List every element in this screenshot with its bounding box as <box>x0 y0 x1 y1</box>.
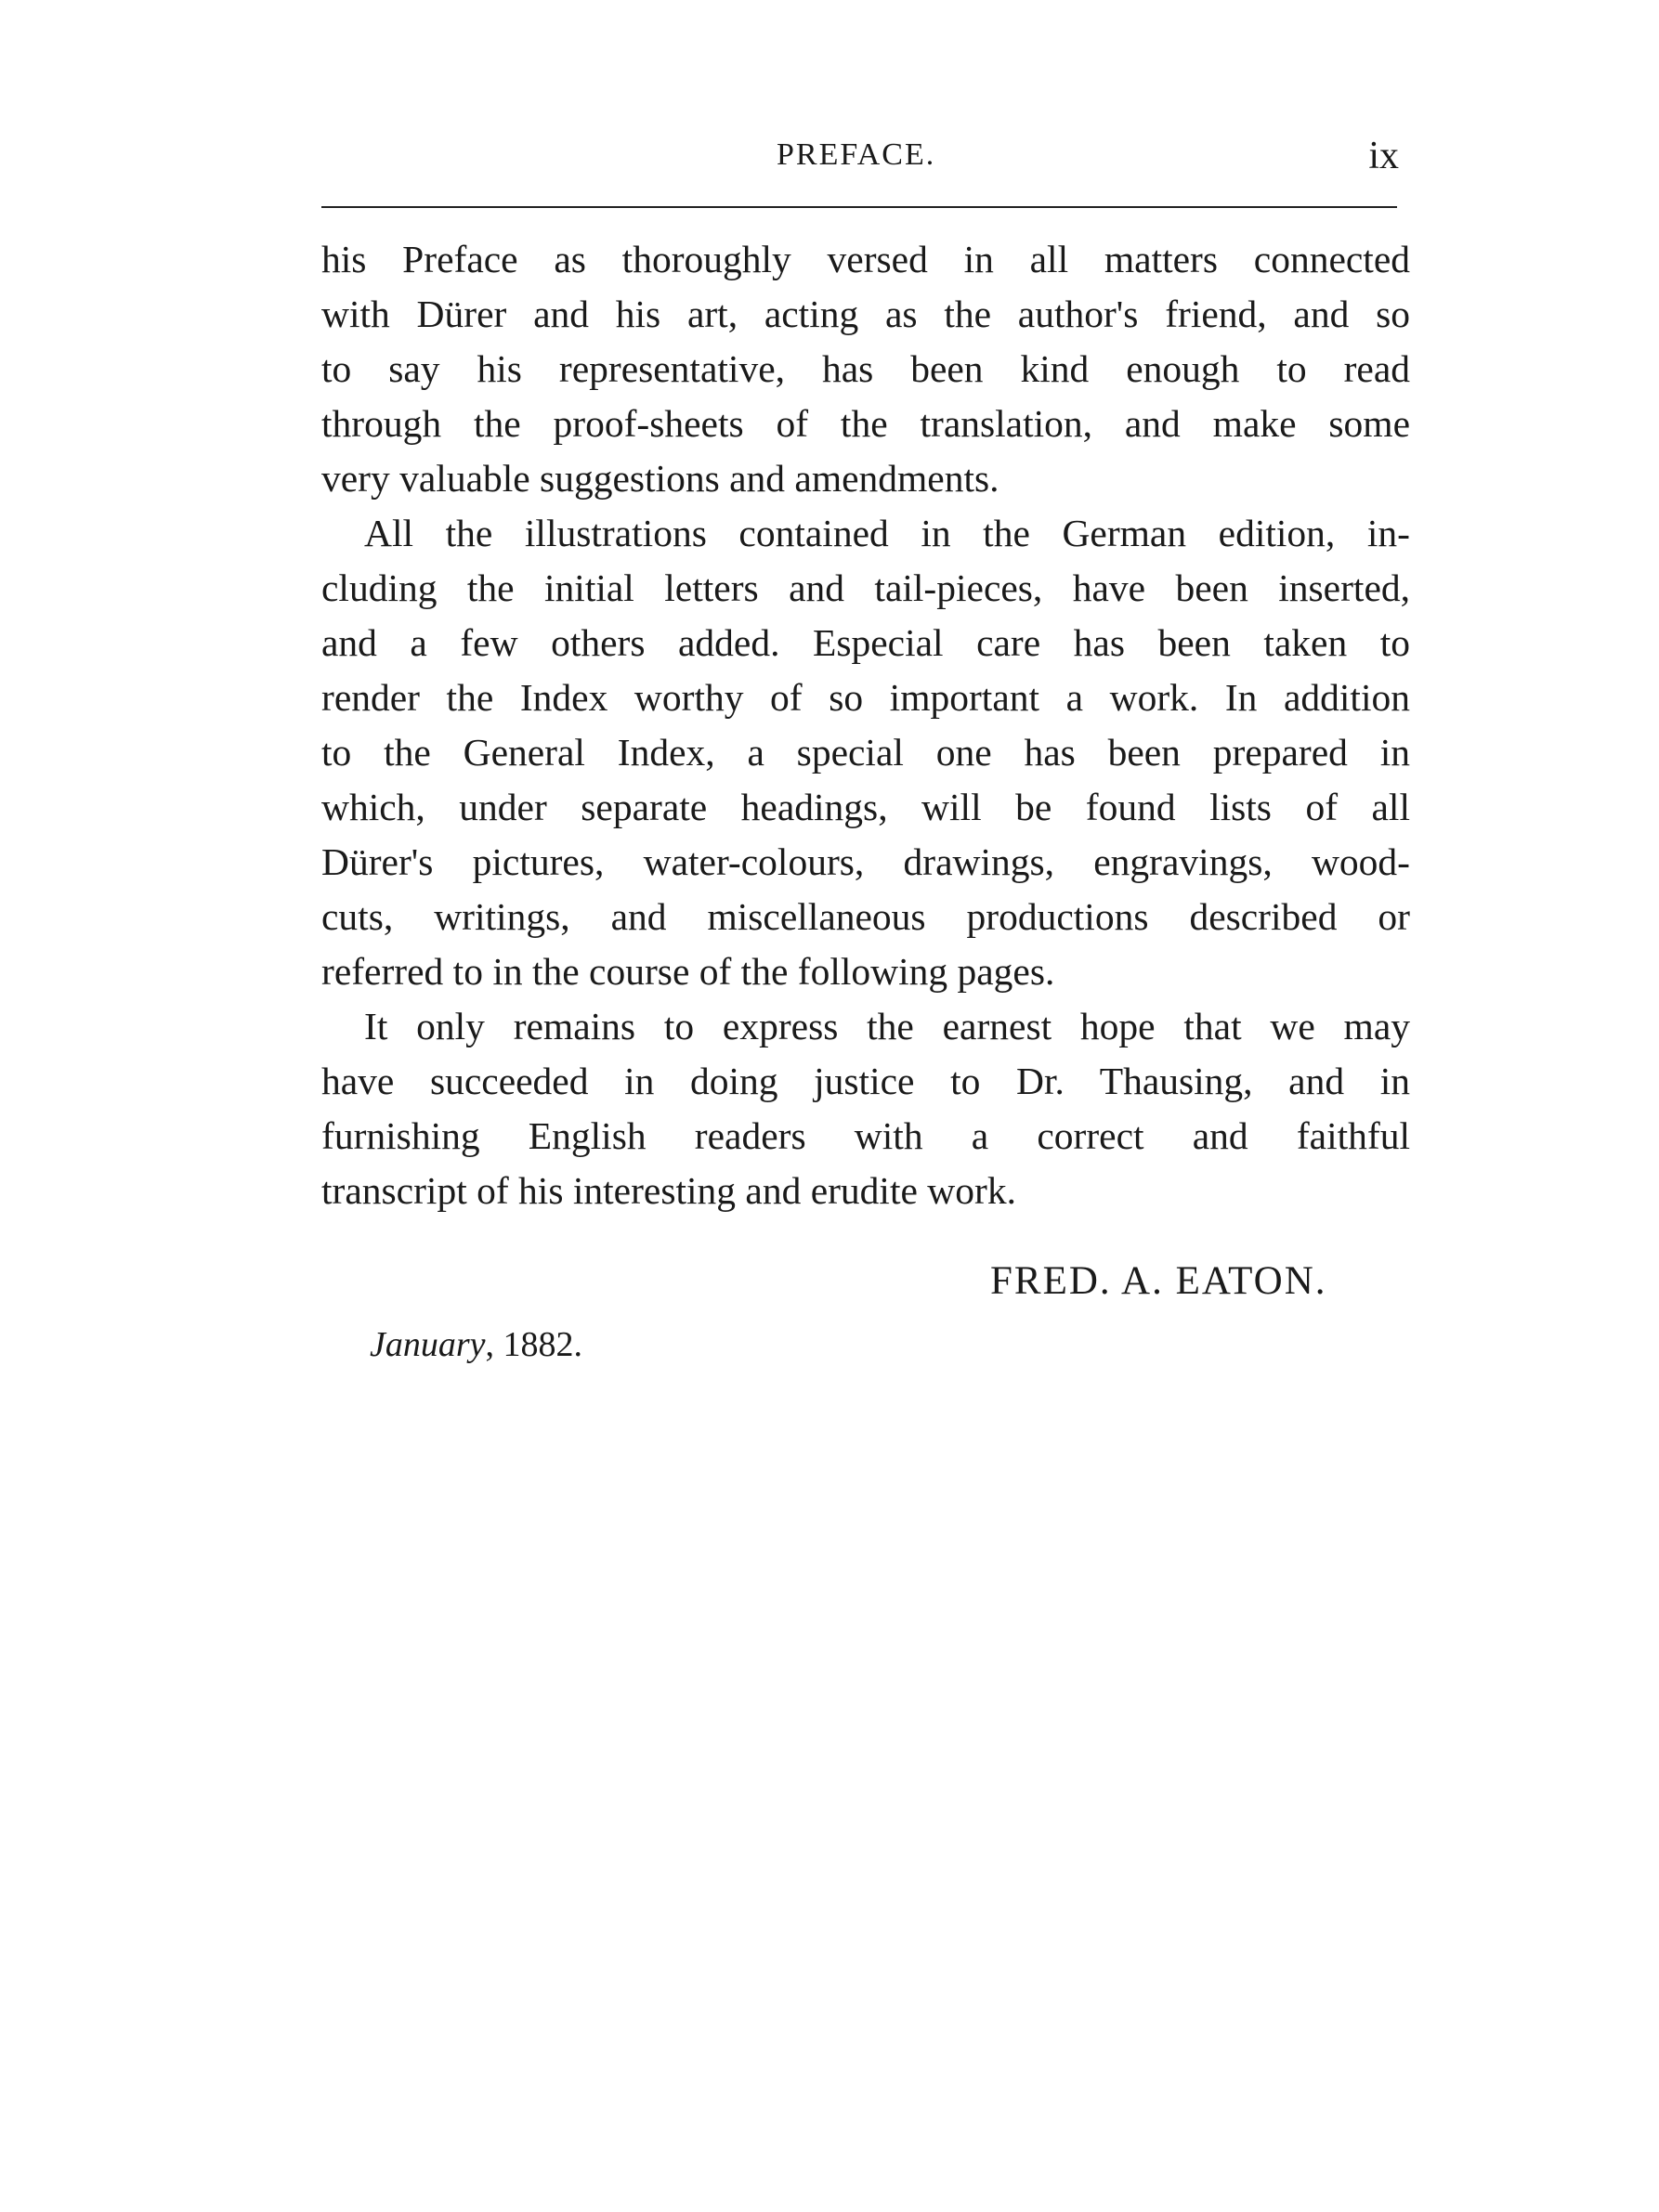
text-line: very valuable suggestions and amendments. <box>321 457 999 500</box>
text-line: render the Index worthy of so important a work. In addition <box>321 676 1410 719</box>
running-head <box>321 137 1399 184</box>
text-line: to the General Index, a special one has been prepared in <box>321 731 1410 774</box>
text-line: furnishing English readers with a correct and faithful <box>321 1114 1410 1157</box>
text-line: and a few others added. Especial care has been taken to <box>321 621 1410 664</box>
page-number: ix <box>1368 135 1399 177</box>
text-line: It only remains to express the earnest hope that we may <box>364 1005 1410 1047</box>
text-line: referred to in the course of the following pages. <box>321 950 1055 993</box>
signature: FRED. A. EATON. <box>990 1259 1327 1303</box>
date-year: , 1882. <box>485 1325 583 1364</box>
text-line: Dürer's pictures, water-colours, drawings, engravings, wood- <box>321 840 1410 883</box>
text-line: cluding the initial letters and tail-pieces, have been inserted, <box>321 566 1410 609</box>
text-line: through the proof-sheets of the translation, and make some <box>321 402 1410 445</box>
text-line: his Preface as thoroughly versed in all matters connected <box>321 238 1410 280</box>
text-line: have succeeded in doing justice to Dr. Thausing, and in <box>321 1060 1410 1102</box>
date-month: January <box>370 1325 486 1364</box>
text-line: All the illustrations contained in the German edition, in- <box>364 512 1410 554</box>
text-line: which, under separate headings, will be found lists of all <box>321 786 1410 828</box>
header-rule <box>321 206 1397 208</box>
text-line: cuts, writings, and miscellaneous productions described or <box>321 895 1410 938</box>
text-line: to say his representative, has been kind enough to read <box>321 347 1410 390</box>
text-line: transcript of his interesting and erudite work. <box>321 1169 1016 1212</box>
date-line <box>370 1324 582 1365</box>
running-title: PREFACE. <box>777 137 936 172</box>
text-line: with Dürer and his art, acting as the author's friend, and so <box>321 293 1410 335</box>
body-text <box>321 232 1410 1218</box>
